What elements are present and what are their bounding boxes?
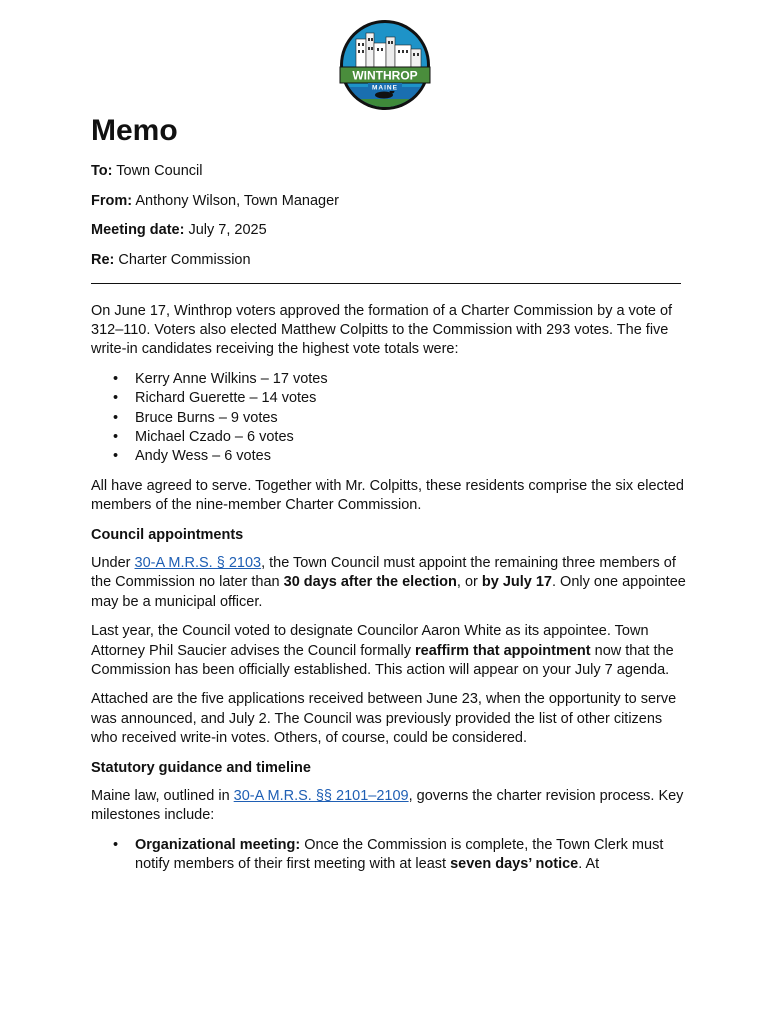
memo-date-line [91, 221, 687, 240]
text-span: . At [578, 856, 600, 873]
text-span: , governs the charter revision process. Key milestones include: [91, 788, 684, 824]
list-item: • Kerry Anne Wilkins – 17 votes [135, 370, 687, 389]
statute-2103-link[interactable]: 30-A M.R.S. § 2103 [134, 554, 262, 571]
memo-from-line [91, 192, 687, 211]
council-paragraph-3: Attached are the five applications received between June 23, when the opportunity to serve was announced, and July 2. The Council was previously provided the list of other citizens who received write-in votes. Others, of course, could be considered. [91, 691, 677, 747]
statute-2101-2109-link[interactable]: 30-A M.R.S. §§ 2101–2109 [233, 788, 409, 805]
council-paragraph-1 [91, 554, 687, 612]
memo-to-label: To: [91, 163, 113, 179]
text-span: Once the Commission is complete, the Town Clerk must notify members of their first meeting with at least [135, 836, 664, 873]
date-emphasis: by July 17 [481, 574, 552, 591]
memo-date-value: July 7, 2025 [188, 222, 267, 238]
notice-emphasis: seven days’ notice [450, 856, 579, 873]
memo-body [91, 114, 687, 885]
memo-date-label: Meeting date: [91, 222, 185, 238]
text-span: . Only one appointee may be a municipal officer. [91, 574, 686, 610]
statutory-paragraph [91, 787, 687, 826]
memo-from-value: Anthony Wilson, Town Manager [135, 192, 339, 209]
memo-title: Memo [91, 114, 178, 147]
memo-re-line [91, 251, 687, 270]
list-item: • Bruce Burns – 9 votes [135, 409, 687, 428]
text-span: Last year, the Council voted to designate Councilor Aaron White as its appointee. Town Attorney Phil Saucier advises the Council formally [91, 623, 649, 659]
text-span: , or [456, 574, 482, 591]
header-divider [91, 283, 681, 284]
memo-from-label: From: [91, 192, 133, 209]
intro-paragraph: On June 17, Winthrop voters approved the formation of a Charter Commission by a vote of 312–110. Voters also elected Matthew Colpitts to the Commission with 293 votes. The five write-in candidates receiving the highest vote totals were: [91, 302, 673, 358]
winthrop-town-seal [338, 17, 432, 113]
text-span: now that the Commission has been officially established. This action will appear on your July 7 agenda. [91, 642, 674, 678]
memo-re-label: Re: [91, 251, 115, 268]
seal-state-name: MAINE [372, 84, 398, 92]
statutory-heading: Statutory guidance and timeline [91, 759, 311, 776]
memo-re-value: Charter Commission [118, 251, 251, 268]
milestone-list [91, 836, 687, 875]
candidate-list [91, 370, 687, 467]
list-item: • Richard Guerette – 14 votes [135, 389, 687, 408]
agreed-paragraph: All have agreed to serve. Together with Mr. Colpitts, these residents comprise the six elected members of the nine-member Charter Commission. [91, 477, 684, 514]
text-span: , the Town Council must appoint the remaining three members of the Commission no later than [91, 554, 676, 591]
list-item [135, 836, 687, 875]
seal-town-name: WINTHROP [352, 68, 418, 83]
text-span: Maine law, outlined in [91, 788, 234, 805]
text-span: Under [91, 554, 135, 571]
list-item: • Michael Czado – 6 votes [135, 428, 687, 447]
memo-to-value: Town Council [116, 163, 203, 179]
reaffirm-emphasis: reaffirm that appointment [414, 642, 591, 659]
milestone-title: Organizational meeting: [135, 836, 301, 853]
memo-to-line [91, 162, 687, 181]
council-paragraph-2 [91, 622, 687, 680]
deadline-emphasis: 30 days after the election [283, 574, 457, 591]
list-item: • Andy Wess – 6 votes [135, 447, 687, 466]
council-appointments-heading: Council appointments [91, 526, 244, 543]
